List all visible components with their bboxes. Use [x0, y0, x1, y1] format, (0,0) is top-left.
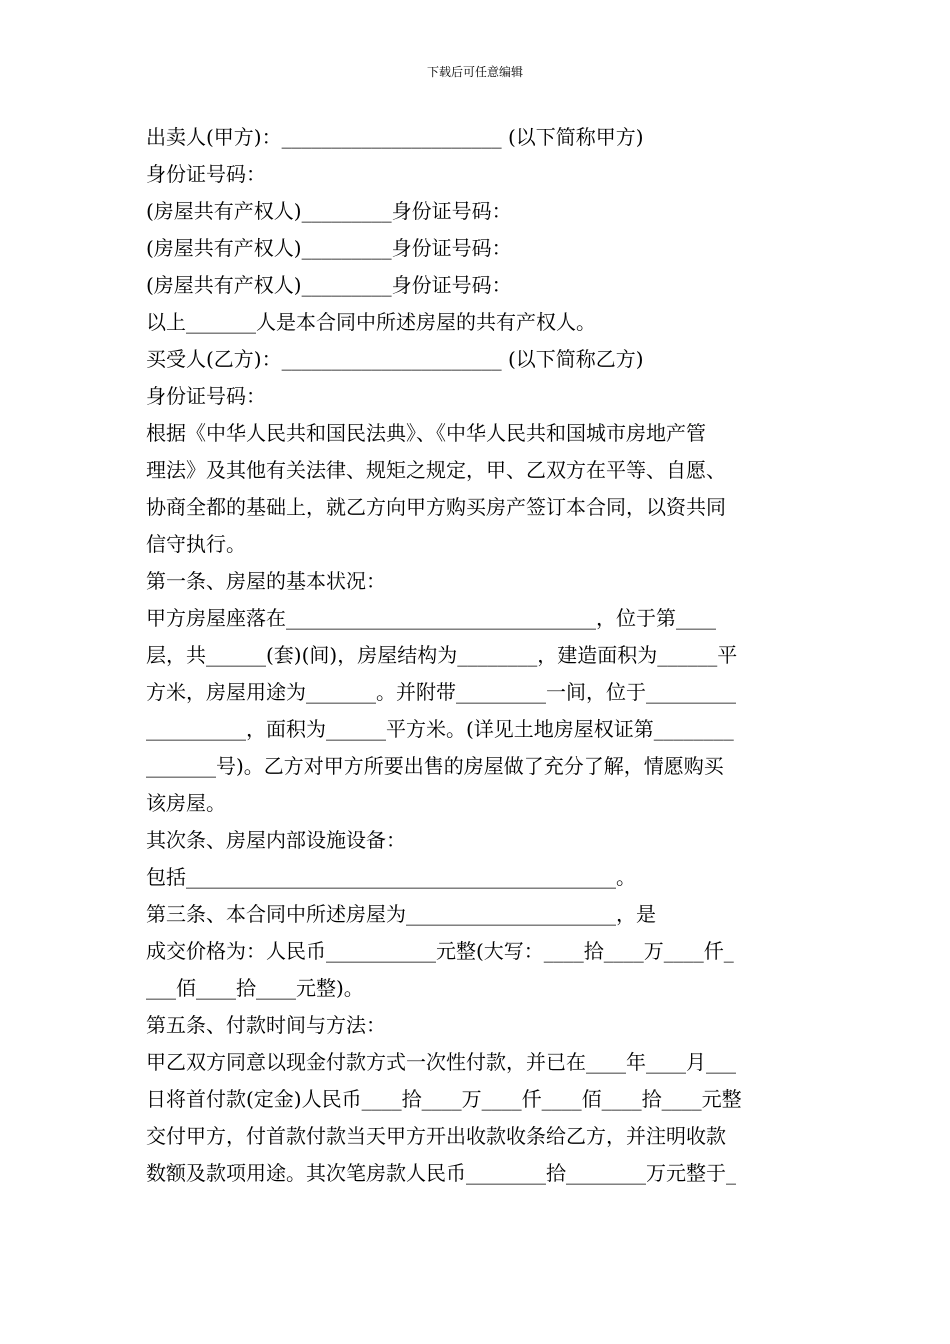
buyer-id-line: 身份证号码： [146, 384, 266, 408]
article-text-line: _______号)。乙方对甲方所要出售的房屋做了充分了解，情愿购买 [146, 754, 724, 778]
article-heading: 第五条、付款时间与方法： [146, 1013, 386, 1037]
seller-line: 出卖人(甲方)：______________________ (以下简称甲方) [146, 125, 644, 149]
preamble-line: 信守执行。 [146, 532, 246, 556]
article-heading: 第一条、房屋的基本状况： [146, 569, 386, 593]
contract-body [146, 119, 814, 1192]
article-text-line: 甲方房屋座落在_______________________________，位于第____ [146, 606, 716, 630]
preamble-line: 协商全都的基础上，就乙方向甲方购买房产签订本合同，以资共同 [146, 495, 726, 519]
article-text-line: 数额及款项用途。其次笔房款人民币________拾________万元整于_ [146, 1161, 736, 1185]
article-heading: 第三条、本合同中所述房屋为_____________________，是 [146, 902, 656, 926]
article-heading: 其次条、房屋内部设施设备： [146, 828, 406, 852]
article-text-line: ___佰____拾____元整)。 [146, 976, 364, 1000]
article-text-line: __________，面积为______平方米。(详见土地房屋权证第________ [146, 717, 734, 741]
co-owner-count-line: 以上_______人是本合同中所述房屋的共有产权人。 [146, 310, 596, 334]
article-text-line: 包括___________________________________________。 [146, 865, 636, 889]
article-text-line: 成交价格为：人民币___________元整(大写：____拾____万____仟_ [146, 939, 734, 963]
article-text-line: 甲乙双方同意以现金付款方式一次性付款，并已在____年____月___ [146, 1050, 736, 1074]
seller-id-line: 身份证号码： [146, 162, 266, 186]
co-owner-line: (房屋共有产权人)_________身份证号码： [146, 236, 512, 260]
buyer-line: 买受人(乙方)：______________________ (以下简称乙方) [146, 347, 644, 371]
article-text-line: 日将首付款(定金)人民币____拾____万____仟____佰____拾____元整 [146, 1087, 742, 1111]
preamble-line: 根据《中华人民共和国民法典》、《中华人民共和国城市房地产管 [146, 421, 706, 445]
article-text-line: 层，共______(套)(间)，房屋结构为________，建造面积为______平 [146, 643, 738, 667]
article-text-line: 交付甲方，付首款付款当天甲方开出收款收条给乙方，并注明收款 [146, 1124, 726, 1148]
page-header: 下载后可任意编辑 [426, 65, 523, 79]
article-text-line: 方米，房屋用途为_______。并附带_________一间，位于_________ [146, 680, 736, 704]
co-owner-line: (房屋共有产权人)_________身份证号码： [146, 273, 512, 297]
article-text-line: 该房屋。 [146, 791, 226, 815]
co-owner-line: (房屋共有产权人)_________身份证号码： [146, 199, 512, 223]
preamble-line: 理法》及其他有关法律、规矩之规定，甲、乙双方在平等、自愿、 [146, 458, 726, 482]
